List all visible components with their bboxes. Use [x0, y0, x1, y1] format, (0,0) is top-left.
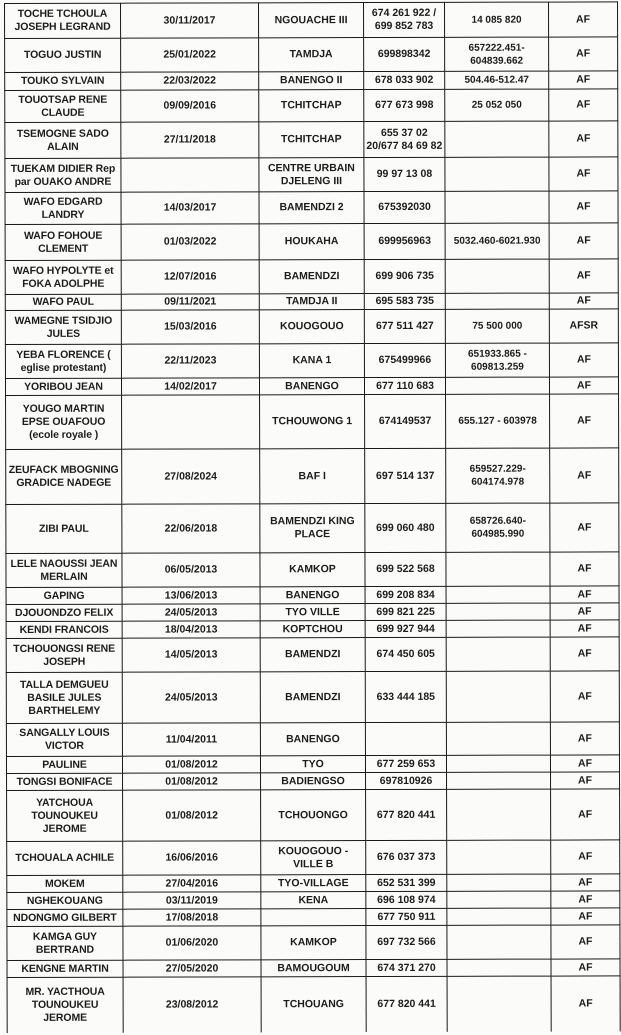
cell-locality: TYO-VILLAGE — [261, 875, 366, 892]
cell-date: 06/05/2013 — [122, 553, 260, 587]
cell-category: AF — [551, 772, 620, 789]
cell-coordinates: 659527.229-604174.978 — [446, 448, 550, 503]
cell-phone: 652 531 399 — [366, 874, 447, 891]
cell-locality: BANENGO — [260, 723, 365, 756]
cell-locality: BANENGO — [260, 587, 365, 604]
cell-date: 03/11/2019 — [123, 892, 261, 909]
cell-name: YATCHOUA TOUNOUKEU JEROME — [7, 790, 123, 841]
cell-locality: TCHOUWONG 1 — [260, 395, 365, 449]
cell-name: TOUOTSAP RENE CLAUDE — [5, 90, 121, 122]
cell-coordinates: 5032.460-6021.930 — [445, 223, 549, 259]
table-row — [5, 309, 618, 345]
cell-phone: 677 259 653 — [365, 755, 446, 772]
cell-category: AF — [549, 89, 618, 121]
cell-date: 01/03/2022 — [121, 224, 259, 260]
cell-coordinates — [445, 121, 549, 157]
cell-category: AF — [551, 874, 620, 891]
cell-phone: 633 444 185 — [365, 671, 446, 722]
cell-locality: NGOUACHE III — [259, 3, 364, 38]
cell-coordinates: 651933.865 - 609813.259 — [445, 343, 549, 377]
cell-phone: 697810926 — [366, 772, 447, 789]
cell-coordinates — [445, 377, 549, 394]
cell-locality: BAMENDZI 2 — [259, 192, 364, 224]
table-row — [6, 552, 619, 588]
cell-category: AF — [550, 755, 619, 772]
cell-phone: 677 820 441 — [366, 976, 447, 1031]
cell-locality: BAMENDZI — [260, 672, 365, 723]
cell-phone: 697 732 566 — [366, 925, 447, 959]
cell-date: 15/03/2016 — [121, 310, 259, 344]
cell-phone: 677 673 998 — [364, 89, 445, 121]
cell-phone: 695 583 735 — [364, 293, 445, 309]
cell-category: AF — [551, 976, 620, 1031]
cell-category: AF — [549, 71, 618, 89]
cell-date: 30/11/2017 — [121, 3, 259, 38]
cell-name: MR. YACTHOUA TOUNOUKEU JEROME — [7, 977, 123, 1032]
cell-name: NGHEKOUANG — [7, 892, 123, 909]
cell-category: AF — [549, 191, 618, 223]
cell-date: 16/06/2016 — [123, 841, 261, 875]
cell-coordinates — [446, 620, 550, 637]
cell-coordinates — [446, 755, 550, 772]
cell-name: YORIBOU JEAN — [5, 378, 121, 395]
cell-name: YEBA FLORENCE ( eglise protestant) — [5, 344, 121, 378]
cell-coordinates — [446, 603, 550, 620]
cell-locality: TAMDJA — [259, 38, 364, 72]
cell-date: 09/09/2016 — [121, 90, 259, 122]
cell-phone: 699 906 735 — [364, 259, 445, 293]
cell-name: LELE NAOUSSI JEAN MERLAIN — [6, 553, 122, 587]
cell-phone: 699 522 568 — [365, 552, 446, 586]
cell-phone: 677 110 683 — [364, 377, 445, 394]
cell-category: AF — [548, 2, 617, 37]
cell-date: 27/08/2024 — [122, 449, 260, 504]
cell-name: TALLA DEMGUEU BASILE JULES BARTHELEMY — [6, 672, 122, 723]
cell-date: 24/05/2013 — [122, 604, 260, 621]
cell-name: ZEUFACK MBOGNING GRADICE NADEGE — [6, 449, 122, 504]
cell-coordinates — [446, 637, 550, 671]
cell-coordinates — [446, 722, 550, 755]
cell-coordinates: 655.127 - 603978 — [446, 394, 550, 448]
cell-coordinates — [445, 259, 549, 293]
cell-coordinates — [447, 789, 551, 840]
cell-category: AF — [550, 637, 619, 671]
cell-date: 22/11/2023 — [121, 344, 259, 378]
cell-coordinates — [445, 191, 549, 223]
cell-coordinates — [447, 959, 551, 976]
table-row — [5, 343, 618, 379]
cell-date: 17/08/2018 — [123, 909, 261, 926]
cell-phone: 99 97 13 08 — [364, 157, 445, 191]
table-row — [6, 603, 619, 622]
table-row — [6, 637, 619, 673]
cell-name: TSEMOGNE SADO ALAIN — [5, 122, 121, 158]
table-row — [5, 37, 618, 73]
cell-phone: 699 821 225 — [365, 603, 446, 620]
cell-category: AF — [550, 552, 619, 586]
cell-category: AF — [549, 293, 618, 309]
cell-locality: BANENGO — [259, 378, 364, 395]
cell-locality: BAMENDZI — [259, 260, 364, 294]
cell-name: NDONGMO GILBERT — [7, 909, 123, 926]
cell-category: AF — [550, 603, 619, 620]
cell-locality — [261, 909, 366, 926]
cell-category: AF — [549, 259, 618, 293]
cell-category: AF — [551, 908, 620, 925]
cell-date: 22/06/2018 — [122, 504, 260, 553]
cell-coordinates — [445, 293, 549, 309]
cell-coordinates: 658726.640-604985.990 — [446, 503, 550, 552]
cell-phone: 677 511 427 — [364, 309, 445, 343]
cell-date: 27/04/2016 — [123, 875, 261, 892]
cell-locality: KOUOGOUO - VILLE B — [261, 841, 366, 875]
cell-coordinates — [447, 976, 551, 1031]
table-row — [5, 191, 618, 225]
cell-date: 25/01/2022 — [121, 38, 259, 72]
table-row — [5, 223, 618, 261]
cell-locality: TAMDJA II — [259, 294, 364, 310]
register-table-body — [5, 2, 621, 1033]
cell-date: 01/08/2012 — [122, 756, 260, 773]
cell-date — [121, 158, 259, 192]
cell-phone — [365, 722, 446, 755]
cell-locality: KENA — [261, 892, 366, 909]
cell-phone: 676 037 373 — [366, 840, 447, 874]
cell-date: 01/08/2012 — [123, 790, 261, 841]
table-row — [5, 71, 618, 91]
cell-phone: 674149537 — [365, 394, 446, 448]
cell-category: AF — [549, 377, 618, 394]
table-row — [7, 925, 620, 961]
cell-name: TONGSI BONIFACE — [7, 773, 123, 790]
table-row — [5, 121, 618, 159]
cell-name: YOUGO MARTIN EPSE OUAFOUO (ecole royale ) — [6, 395, 122, 449]
cell-name: WAFO PAUL — [5, 294, 121, 310]
cell-date: 13/06/2013 — [122, 587, 260, 604]
table-row — [7, 891, 620, 910]
cell-name: ZIBI PAUL — [6, 504, 122, 553]
cell-phone: 655 37 02 20/677 84 69 82 — [364, 121, 445, 157]
cell-phone: 674 371 270 — [366, 959, 447, 976]
cell-coordinates — [447, 908, 551, 925]
cell-date: 27/11/2018 — [121, 122, 259, 158]
cell-date: 23/08/2012 — [123, 977, 261, 1032]
cell-locality: BAMOUGOUM — [261, 960, 366, 977]
table-row — [7, 908, 620, 927]
cell-date: 14/05/2013 — [122, 638, 260, 672]
table-row — [6, 671, 619, 724]
cell-coordinates — [446, 671, 550, 722]
cell-category: AFSR — [549, 309, 618, 343]
table-row — [7, 959, 620, 978]
table-row — [6, 448, 619, 505]
cell-name: TOGUO JUSTIN — [5, 38, 121, 72]
cell-locality: BADIENGSO — [261, 773, 366, 790]
cell-date: 01/08/2012 — [123, 773, 261, 790]
cell-coordinates: 75 500 000 — [445, 309, 549, 343]
table-row — [7, 789, 620, 842]
cell-coordinates — [446, 552, 550, 586]
cell-name: KENDI FRANCOIS — [6, 621, 122, 638]
cell-phone: 675499966 — [364, 343, 445, 377]
cell-coordinates — [447, 772, 551, 789]
cell-date: 11/04/2011 — [122, 723, 260, 756]
table-row — [7, 976, 620, 1033]
cell-coordinates — [445, 157, 549, 191]
table-row — [7, 772, 620, 791]
cell-coordinates — [446, 586, 550, 603]
cell-date: 14/02/2017 — [121, 378, 259, 395]
cell-locality: CENTRE URBAIN DJELENG III — [259, 158, 364, 192]
cell-category: AF — [550, 394, 619, 448]
cell-phone: 699 060 480 — [365, 503, 446, 552]
cell-category: AF — [551, 925, 620, 959]
register-table — [4, 1, 621, 1032]
table-row — [6, 394, 619, 450]
cell-name: TUEKAM DIDIER Rep par OUAKO ANDRE — [5, 158, 121, 192]
cell-name: WAFO FOHOUE CLEMENT — [5, 224, 121, 260]
cell-name: KENGNE MARTIN — [7, 960, 123, 977]
cell-category: AF — [551, 789, 620, 840]
cell-category: AF — [550, 503, 619, 552]
cell-phone: 674 450 605 — [365, 637, 446, 671]
cell-category: AF — [550, 671, 619, 722]
table-row — [5, 259, 618, 295]
cell-category: AF — [550, 722, 619, 755]
cell-coordinates: 657222.451-604839.662 — [445, 37, 549, 71]
cell-date — [122, 395, 260, 449]
cell-category: AF — [549, 157, 618, 191]
cell-locality: HOUKAHA — [259, 224, 364, 260]
cell-name: SANGALLY LOUIS VICTOR — [6, 723, 122, 756]
cell-locality: BAMENDZI KING PLACE — [260, 504, 365, 553]
cell-category: AF — [549, 121, 618, 157]
cell-category: AF — [551, 840, 620, 874]
table-row — [5, 2, 618, 39]
cell-name: WAFO EDGARD LANDRY — [5, 192, 121, 224]
cell-locality: TCHOUONGO — [261, 790, 366, 841]
cell-coordinates — [447, 891, 551, 908]
cell-name: MOKEM — [7, 875, 123, 892]
cell-category: AF — [551, 891, 620, 908]
table-row — [7, 840, 620, 876]
cell-coordinates — [447, 874, 551, 891]
cell-coordinates — [447, 925, 551, 959]
cell-name: GAPING — [6, 587, 122, 604]
cell-phone: 699 208 834 — [365, 586, 446, 603]
cell-locality: KAMKOP — [260, 553, 365, 587]
cell-category: AF — [550, 620, 619, 637]
cell-phone: 699 927 944 — [365, 620, 446, 637]
cell-date: 24/05/2013 — [122, 672, 260, 723]
cell-date: 18/04/2013 — [122, 621, 260, 638]
table-row — [5, 89, 618, 123]
table-row — [5, 157, 618, 193]
cell-locality: TCHOUANG — [261, 977, 366, 1032]
cell-date: 14/03/2017 — [121, 192, 259, 224]
cell-name: TOUKO SYLVAIN — [5, 72, 121, 90]
table-row — [5, 293, 618, 311]
cell-locality: KAMKOP — [261, 926, 366, 960]
cell-name: KAMGA GUY BERTRAND — [7, 926, 123, 960]
table-row — [6, 586, 619, 605]
cell-phone: 696 108 974 — [366, 891, 447, 908]
cell-locality: TYO — [260, 756, 365, 773]
cell-locality: KANA 1 — [259, 344, 364, 378]
cell-category: AF — [549, 37, 618, 71]
cell-category: AF — [550, 586, 619, 603]
cell-phone: 677 820 441 — [366, 789, 447, 840]
cell-date: 22/03/2022 — [121, 72, 259, 90]
cell-coordinates — [447, 840, 551, 874]
table-row — [6, 755, 619, 774]
cell-category: AF — [551, 959, 620, 976]
cell-name: WAMEGNE TSIDJIO JULES — [5, 310, 121, 344]
cell-coordinates: 25 052 050 — [445, 89, 549, 121]
cell-locality: TYO VILLE — [260, 604, 365, 621]
cell-phone: 677 750 911 — [366, 908, 447, 925]
cell-name: TCHOUONGSI RENE JOSEPH — [6, 638, 122, 672]
cell-locality: KOPTCHOU — [260, 621, 365, 638]
cell-category: AF — [549, 223, 618, 259]
cell-locality: TCHITCHAP — [259, 90, 364, 122]
cell-phone: 678 033 902 — [364, 71, 445, 89]
cell-date: 12/07/2016 — [121, 260, 259, 294]
cell-name: TOCHE TCHOULA JOSEPH LEGRAND — [5, 3, 121, 38]
cell-name: TCHOUALA ACHILE — [7, 841, 123, 875]
cell-phone: 675392030 — [364, 191, 445, 223]
cell-locality: KOUOGOUO — [259, 310, 364, 344]
table-row — [6, 503, 619, 554]
cell-name: WAFO HYPOLYTE et FOKA ADOLPHE — [5, 260, 121, 294]
cell-date: 27/05/2020 — [123, 960, 261, 977]
cell-name: PAULINE — [6, 756, 122, 773]
cell-category: AF — [549, 343, 618, 377]
cell-coordinates: 504.46-512.47 — [445, 71, 549, 89]
table-row — [6, 620, 619, 639]
cell-locality: BANENGO II — [259, 72, 364, 90]
cell-phone: 699898342 — [364, 37, 445, 71]
cell-coordinates: 14 085 820 — [444, 2, 548, 37]
cell-category: AF — [550, 448, 619, 503]
cell-phone: 699956963 — [364, 223, 445, 259]
cell-locality: BAMENDZI — [260, 638, 365, 672]
cell-locality: BAF I — [260, 449, 365, 504]
cell-date: 01/06/2020 — [123, 926, 261, 960]
cell-phone: 674 261 922 / 699 852 783 — [364, 2, 445, 37]
cell-name: DJOUONDZO FELIX — [6, 604, 122, 621]
cell-locality: TCHITCHAP — [259, 122, 364, 158]
table-row — [7, 874, 620, 893]
table-row — [6, 722, 619, 757]
cell-date: 09/11/2021 — [121, 294, 259, 310]
cell-phone: 697 514 137 — [365, 448, 446, 503]
table-row — [5, 377, 618, 396]
